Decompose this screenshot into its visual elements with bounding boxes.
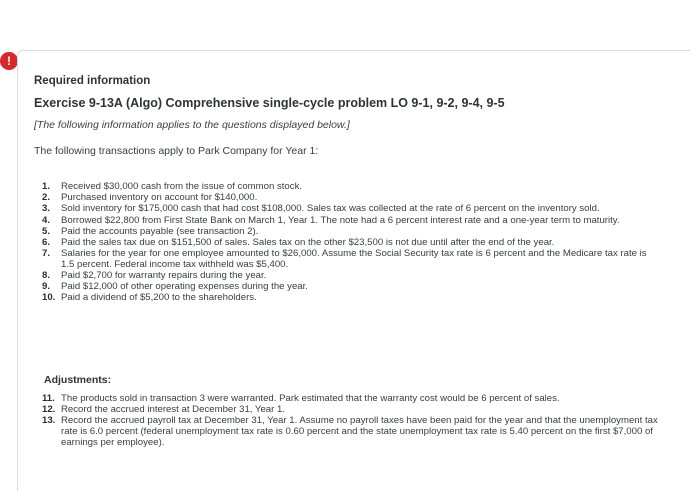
item-number: 3. (42, 203, 51, 215)
item-text: Salaries for the year for one employee amounted to $26,000. Assume the Social Security tax rate is 6 percent and the Medicare tax rate is 1.5 percent. Federal income tax withheld was $5,400. (61, 248, 647, 270)
item-text: Borrowed $22,800 from First State Bank on March 1, Year 1. The note had a 6 percent interest rate and a one-year term to maturity. (61, 214, 620, 226)
list-item (42, 249, 662, 270)
alert-icon: ! (0, 52, 18, 70)
list-item (42, 394, 662, 405)
list-item (42, 182, 662, 193)
item-text: The products sold in transaction 3 were warranted. Park estimated that the warranty cost would be 6 percent of sales. (61, 393, 560, 404)
required-information-panel (17, 50, 690, 491)
item-text: Purchased inventory on account for $140,000. (61, 192, 258, 204)
instruction-note: [The following information applies to the questions displayed below.] (34, 119, 350, 131)
item-number: 5. (42, 225, 51, 237)
item-text: Paid the sales tax due on $151,500 of sales. Sales tax on the other $23,500 is not due until after the end of the year. (61, 236, 555, 248)
item-text: Sold inventory for $175,000 cash that had cost $108,000. Sales tax was collected at the rate of 6 percent on the inventory sold. (61, 203, 600, 215)
list-item (42, 271, 662, 282)
intro-text: The following transactions apply to Park Company for Year 1: (34, 145, 319, 157)
list-item (42, 216, 662, 227)
list-item (42, 282, 662, 293)
item-number: 11. (42, 393, 55, 404)
list-item (42, 293, 662, 304)
item-number: 10. (42, 292, 56, 304)
item-text: Paid a dividend of $5,200 to the shareholders. (61, 292, 257, 304)
list-item (42, 416, 662, 448)
required-information-label: Required information (34, 75, 151, 87)
adjustments-title: Adjustments: (44, 374, 112, 386)
item-text: Received $30,000 cash from the issue of common stock. (61, 181, 303, 192)
item-number: 1. (42, 181, 51, 192)
item-number: 2. (42, 192, 51, 204)
item-number: 4. (42, 214, 51, 226)
item-text: Paid $12,000 of other operating expenses during the year. (61, 281, 308, 293)
item-text: Paid the accounts payable (see transaction 2). (61, 225, 259, 237)
list-item (42, 405, 662, 416)
list-item (42, 193, 662, 204)
item-text: Record the accrued payroll tax at December 31, Year 1. Assume no payroll taxes have been paid for the year and that the unemployment tax rate is 6.0 percent (federal unemployment tax rate is 0.60 percent and the state unemployment tax rate is 5.40 percent on the first $7,000 of earnings per employee). (61, 415, 658, 448)
item-text: Paid $2,700 for warranty repairs during the year. (61, 269, 267, 281)
adjustments-list (42, 394, 662, 449)
item-number: 13. (42, 415, 56, 427)
list-item (42, 227, 662, 238)
item-number: 12. (42, 404, 56, 416)
item-number: 9. (42, 281, 51, 293)
transactions-list (42, 182, 662, 304)
exercise-title: Exercise 9-13A (Algo) Comprehensive single-cycle problem LO 9-1, 9-2, 9-4, 9-5 (34, 96, 505, 110)
list-item (42, 238, 662, 249)
item-text: Record the accrued interest at December 31, Year 1. (61, 404, 285, 416)
item-number: 7. (42, 248, 51, 260)
item-number: 6. (42, 236, 51, 248)
list-item (42, 204, 662, 215)
item-number: 8. (42, 269, 51, 281)
